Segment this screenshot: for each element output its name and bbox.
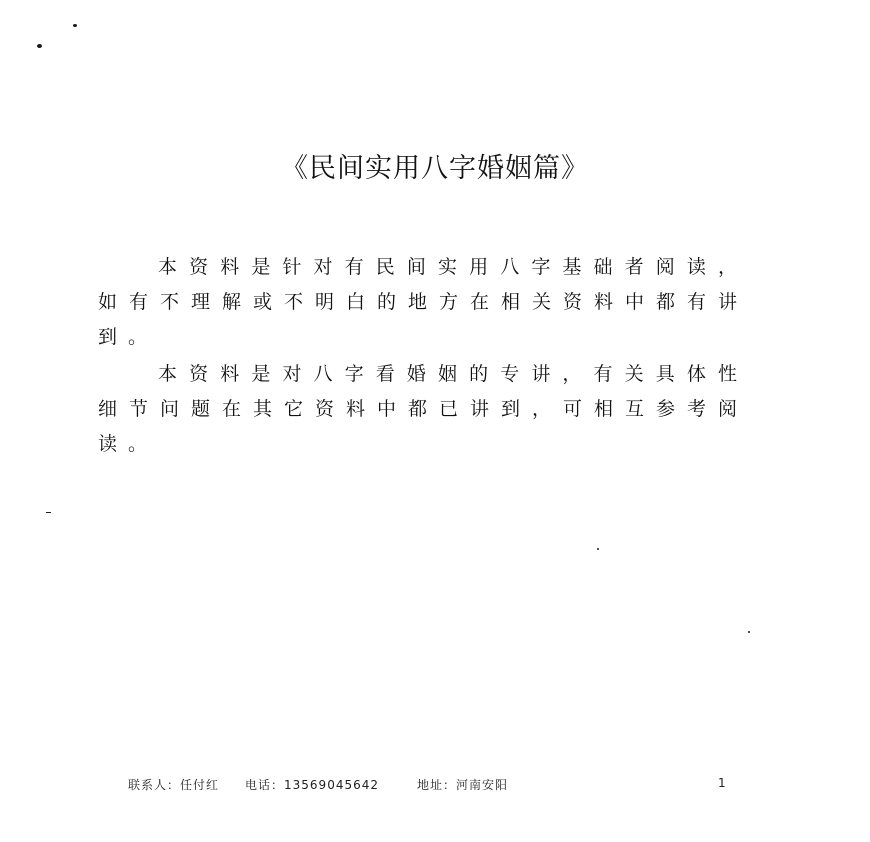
paragraph: 本资料是对八字看婚姻的专讲，有关具体性细节问题在其它资料中都已讲到，可相互参考阅读。 [98, 363, 748, 455]
footer-phone: 电话：13569045642 [245, 778, 379, 792]
footer-address: 地址：河南安阳 [417, 778, 509, 792]
scan-speck [597, 548, 599, 550]
paragraph: 本资料是针对有民间实用八字基础者阅读，如有不理解或不明白的地方在相关资料中都有讲到。 [98, 256, 748, 348]
scan-speck [37, 44, 42, 48]
scan-speck [73, 24, 77, 27]
page-footer [128, 776, 748, 793]
page-number: 1 [718, 776, 726, 790]
footer-contact: 联系人：任付红 [128, 778, 220, 792]
scan-speck [46, 512, 51, 513]
document-body [98, 250, 748, 464]
scan-speck [748, 631, 750, 633]
document-title: 《民间实用八字婚姻篇》 [281, 153, 589, 184]
